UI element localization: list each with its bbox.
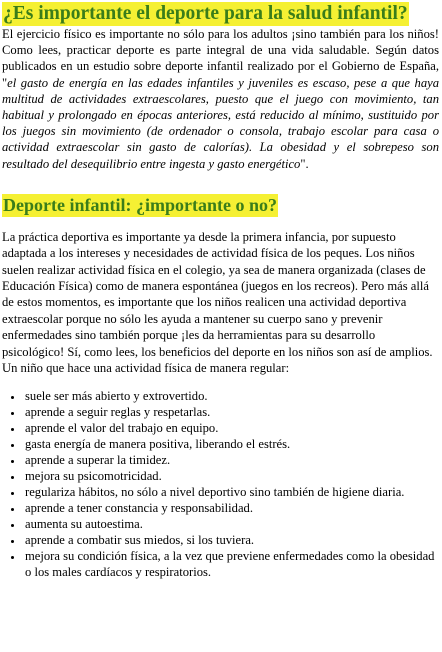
benefits-list-item: • aprende el valor del trabajo en equipo. (23, 420, 439, 436)
section1-heading: ¿Es importante el deporte para la salud infantil? (3, 3, 408, 24)
benefits-list-item: • mejora su psicomotricidad. (23, 468, 439, 484)
benefits-list-item: • aprende a tener constancia y responsabilidad. (23, 500, 439, 516)
section2-heading: Deporte infantil: ¿importante o no? (3, 194, 277, 215)
benefits-list-item: • aprende a superar la timidez. (23, 452, 439, 468)
benefits-list-item: • gasta energía de manera positiva, liberando el estrés. (23, 436, 439, 452)
section2-paragraph: La práctica deportiva es importante ya desde la primera infancia, por supuesto adaptada a los intereses y necesidades de actividad física de los peques. Los niños suelen realizar actividad física en el colegio, ya sea de manera organizada (clases de Educación Física) como de manera espontánea (juegos en los recreos). Pero más allá de estos momentos, es importante que los niños realicen una actividad deportiva extraescolar porque no sólo les ayuda a mantener su cuerpo sano y prevenir enfermedades sino también porque ¡les da herramientas para su desarrollo psicológico! Sí, como lees, los beneficios del deporte en los niños son así de amplios. Un niño que hace una actividad física de manera regular: (2, 229, 433, 376)
benefits-list-item: • aumenta su autoestima. (23, 516, 439, 532)
benefits-list-item: • mejora su condición física, a la vez que previene enfermedades como la obesidad o los males cardíacos y respiratorios. (23, 548, 439, 580)
benefits-list (2, 388, 439, 580)
section1-intro-text: El ejercicio físico es importante no sólo para los adultos ¡sino también para los niños! Como lees, practicar deporte es parte integral de una vida saludable. Según datos publicados en un estudio sobre deporte infantil realizado por el Gobierno de España, " (2, 27, 439, 90)
benefits-list-item: • aprende a combatir sus miedos, si los tuviera. (23, 532, 439, 548)
section1-quote-end: ". (300, 156, 309, 171)
section1-paragraph (2, 26, 439, 172)
benefits-list-item: • aprende a seguir reglas y respetarlas. (23, 404, 439, 420)
section1-quote: el gasto de energía en las edades infantiles y juveniles es escaso, pese a que haya multitud de actividades extraescolares, puesto que el juego con movimiento, tan habitual y prolongado en épocas anteriores, está reducido al mínimo, sustituido por los juegos sin movimiento (de ordenador o consola, trabajo escolar para casa o actividad extraescolar sin gasto de calorías). La obesidad y el sobrepeso son resultado del desequilibrio entre ingesta y gasto energético (2, 75, 439, 171)
benefits-list-item: • suele ser más abierto y extrovertido. (23, 388, 439, 404)
benefits-list-item: • regulariza hábitos, no sólo a nivel deportivo sino también de higiene diaria. (23, 484, 439, 500)
